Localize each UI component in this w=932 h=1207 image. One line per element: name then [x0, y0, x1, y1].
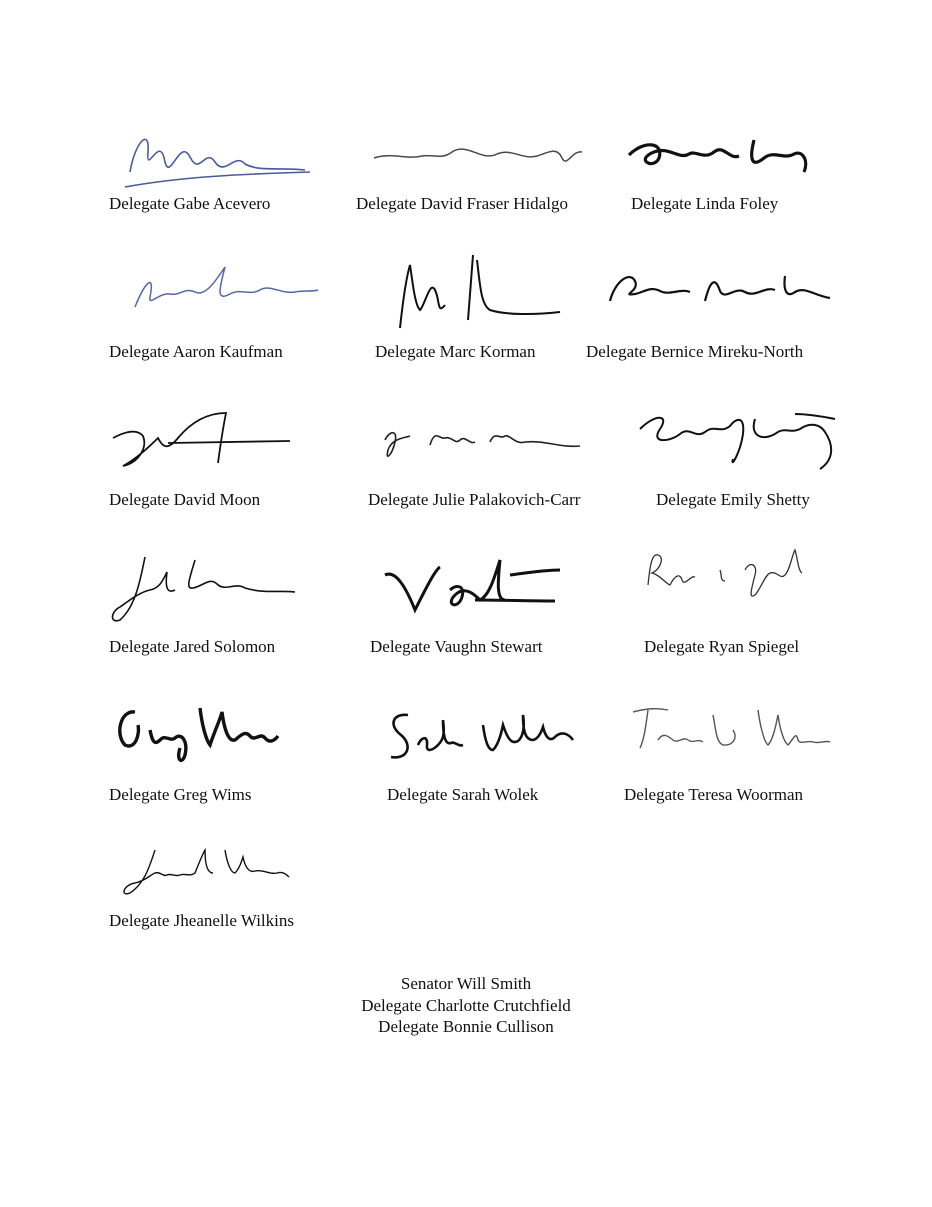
signature-image — [380, 420, 585, 465]
signature-stroke — [633, 709, 830, 748]
signatory-name: Delegate Greg Wims — [109, 785, 252, 804]
signatory-name: Delegate Marc Korman — [375, 342, 536, 361]
signature-image — [383, 705, 578, 765]
signature-image — [108, 408, 296, 472]
signature-image — [635, 404, 850, 476]
signature-image — [395, 250, 565, 332]
signature-stroke — [124, 850, 289, 894]
signature-stroke — [648, 550, 802, 596]
signature-stroke — [400, 255, 560, 328]
signatory-name: Delegate Vaughn Stewart — [370, 637, 543, 656]
signatory-name: Delegate Ryan Spiegel — [644, 637, 800, 656]
signatory-name: Delegate Julie Palakovich-Carr — [368, 490, 581, 509]
signature-image — [105, 552, 300, 627]
signature-stroke — [125, 139, 310, 187]
signature-stroke — [113, 413, 290, 466]
signature-image — [605, 266, 835, 311]
signatory-name: Delegate Aaron Kaufman — [109, 342, 283, 361]
signature-image — [624, 130, 819, 180]
signatory-name: Delegate Bernice Mireku-North — [586, 342, 804, 361]
sponsor-name: Senator Will Smith — [400, 974, 532, 993]
signature-image — [130, 262, 320, 322]
signatory-name: Delegate Teresa Woorman — [624, 785, 804, 804]
signature-stroke — [391, 715, 573, 758]
signatory-name: Delegate Gabe Acevero — [109, 194, 271, 213]
sponsor-name: Delegate Charlotte Crutchfield — [361, 995, 571, 1015]
signature-stroke — [385, 560, 560, 610]
signatory-name: Delegate Jheanelle Wilkins — [109, 911, 294, 930]
signature-stroke — [385, 433, 580, 456]
signature-image — [110, 700, 280, 770]
signature-stroke — [135, 267, 318, 307]
signature-image — [115, 845, 290, 900]
sponsor-list — [0, 973, 932, 1038]
signature-image — [640, 545, 805, 607]
signatory-name: Delegate David Fraser Hidalgo — [356, 194, 568, 213]
signature-stroke — [610, 276, 830, 301]
signature-stroke — [640, 414, 835, 469]
signature-image — [120, 122, 320, 197]
signatory-name: Delegate Sarah Wolek — [387, 785, 539, 804]
signature-stroke — [120, 708, 278, 760]
signature-stroke — [629, 140, 806, 172]
signatory-name: Delegate Jared Solomon — [109, 637, 276, 656]
signatory-name: Delegate Emily Shetty — [656, 490, 810, 509]
signature-stroke — [374, 149, 582, 161]
signature-stroke — [113, 557, 296, 621]
signature-image — [380, 555, 565, 620]
signatory-name: Delegate Linda Foley — [631, 194, 779, 213]
signatory-name: Delegate David Moon — [109, 490, 261, 509]
sponsor-name: Delegate Bonnie Cullison — [378, 1017, 554, 1036]
signature-image — [372, 138, 587, 173]
signature-image — [628, 700, 833, 755]
